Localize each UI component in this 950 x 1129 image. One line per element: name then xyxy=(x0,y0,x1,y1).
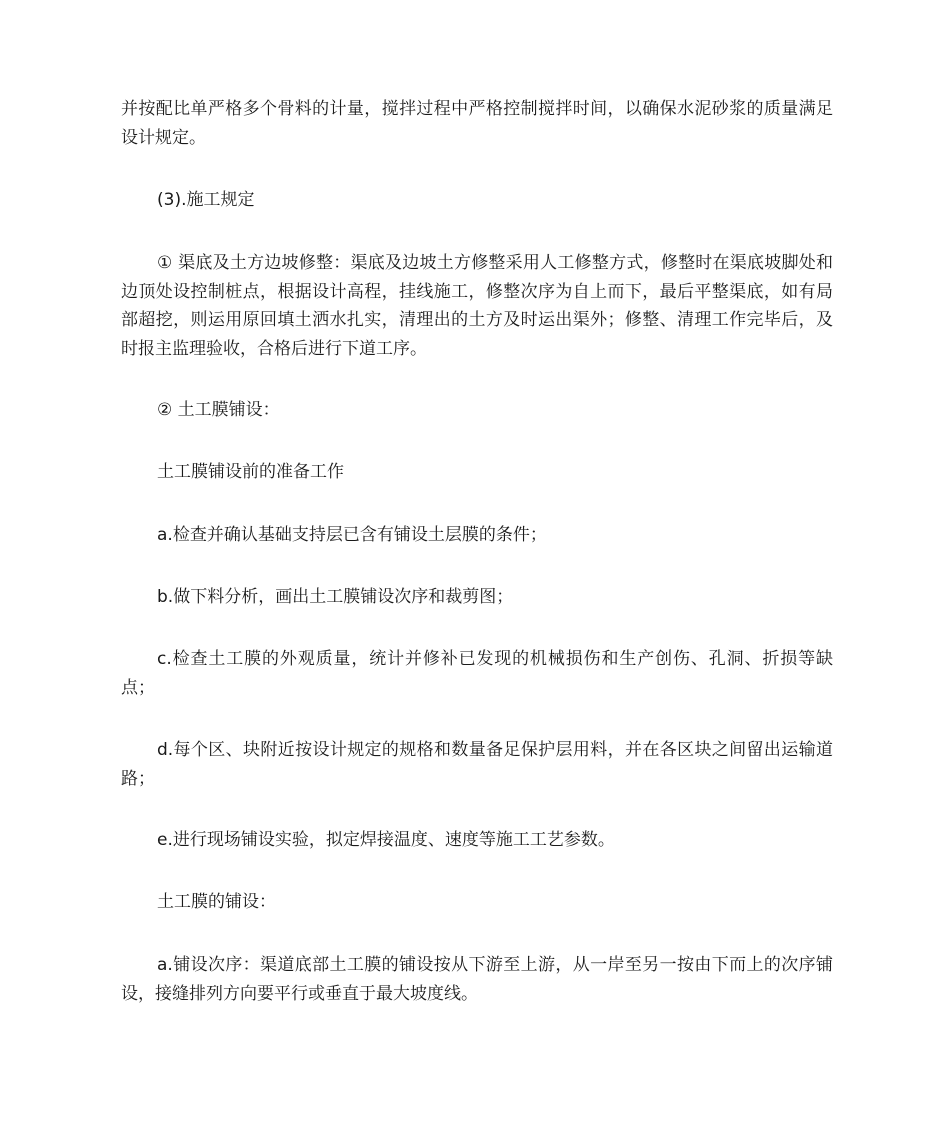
list-item-a-laying-order: a.铺设次序：渠道底部土工膜的铺设按从下游至上游，从一岸至另一按由下而上的次序铺设，接缝排列方向要平行或垂直于最大坡度线。 xyxy=(121,955,833,1004)
heading-geomembrane-laying: ② 土工膜铺设： xyxy=(157,400,280,420)
heading-geomembrane-laying-process: 土工膜的铺设： xyxy=(157,892,276,912)
list-item-c-appearance-check: c.检查土工膜的外观质量，统计并修补已发现的机械损伤和生产创伤、孔洞、折损等缺点； xyxy=(121,649,833,698)
heading-preparation-work: 土工膜铺设前的准备工作 xyxy=(157,462,344,482)
list-item-d-protective-material: d.每个区、块附近按设计规定的规格和数量备足保护层用料，并在各区块之间留出运输道路； xyxy=(121,740,833,789)
list-item-a-check-base: a.检查并确认基础支持层已含有铺设土层膜的条件； xyxy=(157,525,547,545)
list-item-e-field-test: e.进行现场铺设实验，拟定焊接温度、速度等施工工艺参数。 xyxy=(157,830,615,850)
list-item-b-cutting-plan: b.做下料分析，画出土工膜铺设次序和裁剪图； xyxy=(157,587,514,607)
paragraph-slope-trimming: ① 渠底及土方边坡修整：渠底及边坡土方修整采用人工修整方式，修整时在渠底坡脚处和边顶处设控制桩点，根据设计高程，挂线施工，修整次序为自上而下，最后平整渠底，如有局部超挖，则运用原回填土洒水扎实，清理出的土方及时运出渠外；修整、清理工作完毕后，及时报主监理验收，合格后进行下道工序。 xyxy=(121,253,833,359)
paragraph-mortar-quality: 并按配比单严格多个骨料的计量，搅拌过程中严格控制搅拌时间，以确保水泥砂浆的质量满足设计规定。 xyxy=(121,99,833,148)
heading-construction-rules: (3).施工规定 xyxy=(157,190,255,210)
